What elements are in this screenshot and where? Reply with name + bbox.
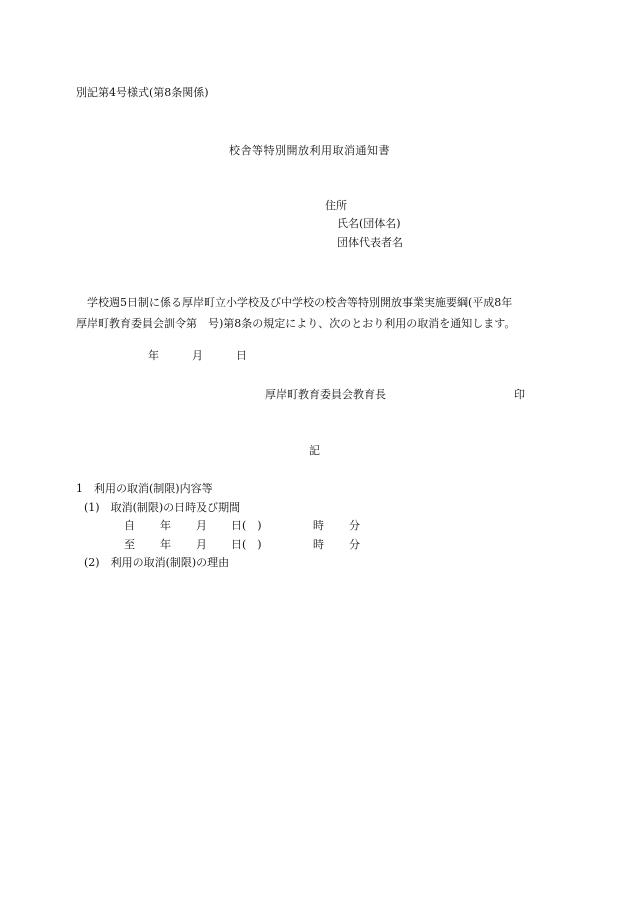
to-prefix: 至 <box>124 538 135 551</box>
seal-mark: 印 <box>514 388 525 401</box>
representative-label: 団体代表者名 <box>337 236 403 249</box>
document-title: 校舎等特別開放利用取消通知書 <box>229 144 390 157</box>
from-minute: 分 <box>349 519 360 532</box>
address-label: 住所 <box>325 199 347 212</box>
to-day: 日( ) <box>231 538 262 551</box>
to-year: 年 <box>160 538 171 551</box>
name-label: 氏名(団体名) <box>337 217 401 230</box>
form-label: 別記第4号様式(第8条関係) <box>76 86 209 99</box>
to-month: 月 <box>196 538 207 551</box>
ki-heading: 記 <box>309 444 320 457</box>
to-hour: 時 <box>313 538 324 551</box>
issuer-name: 厚岸町教育委員会教育長 <box>265 388 386 401</box>
from-prefix: 自 <box>124 519 135 532</box>
to-minute: 分 <box>349 538 360 551</box>
section-1-heading: 1 利用の取消(制限)内容等 <box>76 482 213 495</box>
item-1-heading: (1) 取消(制限)の日時及び期間 <box>84 501 241 514</box>
from-hour: 時 <box>313 519 324 532</box>
date-line: 年 月 日 <box>148 349 247 362</box>
from-year: 年 <box>160 519 171 532</box>
body-paragraph: 学校週5日制に係る厚岸町立小学校及び中学校の校舎等特別開放事業実施要綱(平成8年 厚岸町教育委員会訓令第 号)第8条の規定により、次のとおり利用の取消を通知します。 <box>76 296 516 330</box>
item-2-heading: (2) 利用の取消(制限)の理由 <box>84 556 230 569</box>
from-month: 月 <box>196 519 207 532</box>
from-day: 日( ) <box>231 519 262 532</box>
